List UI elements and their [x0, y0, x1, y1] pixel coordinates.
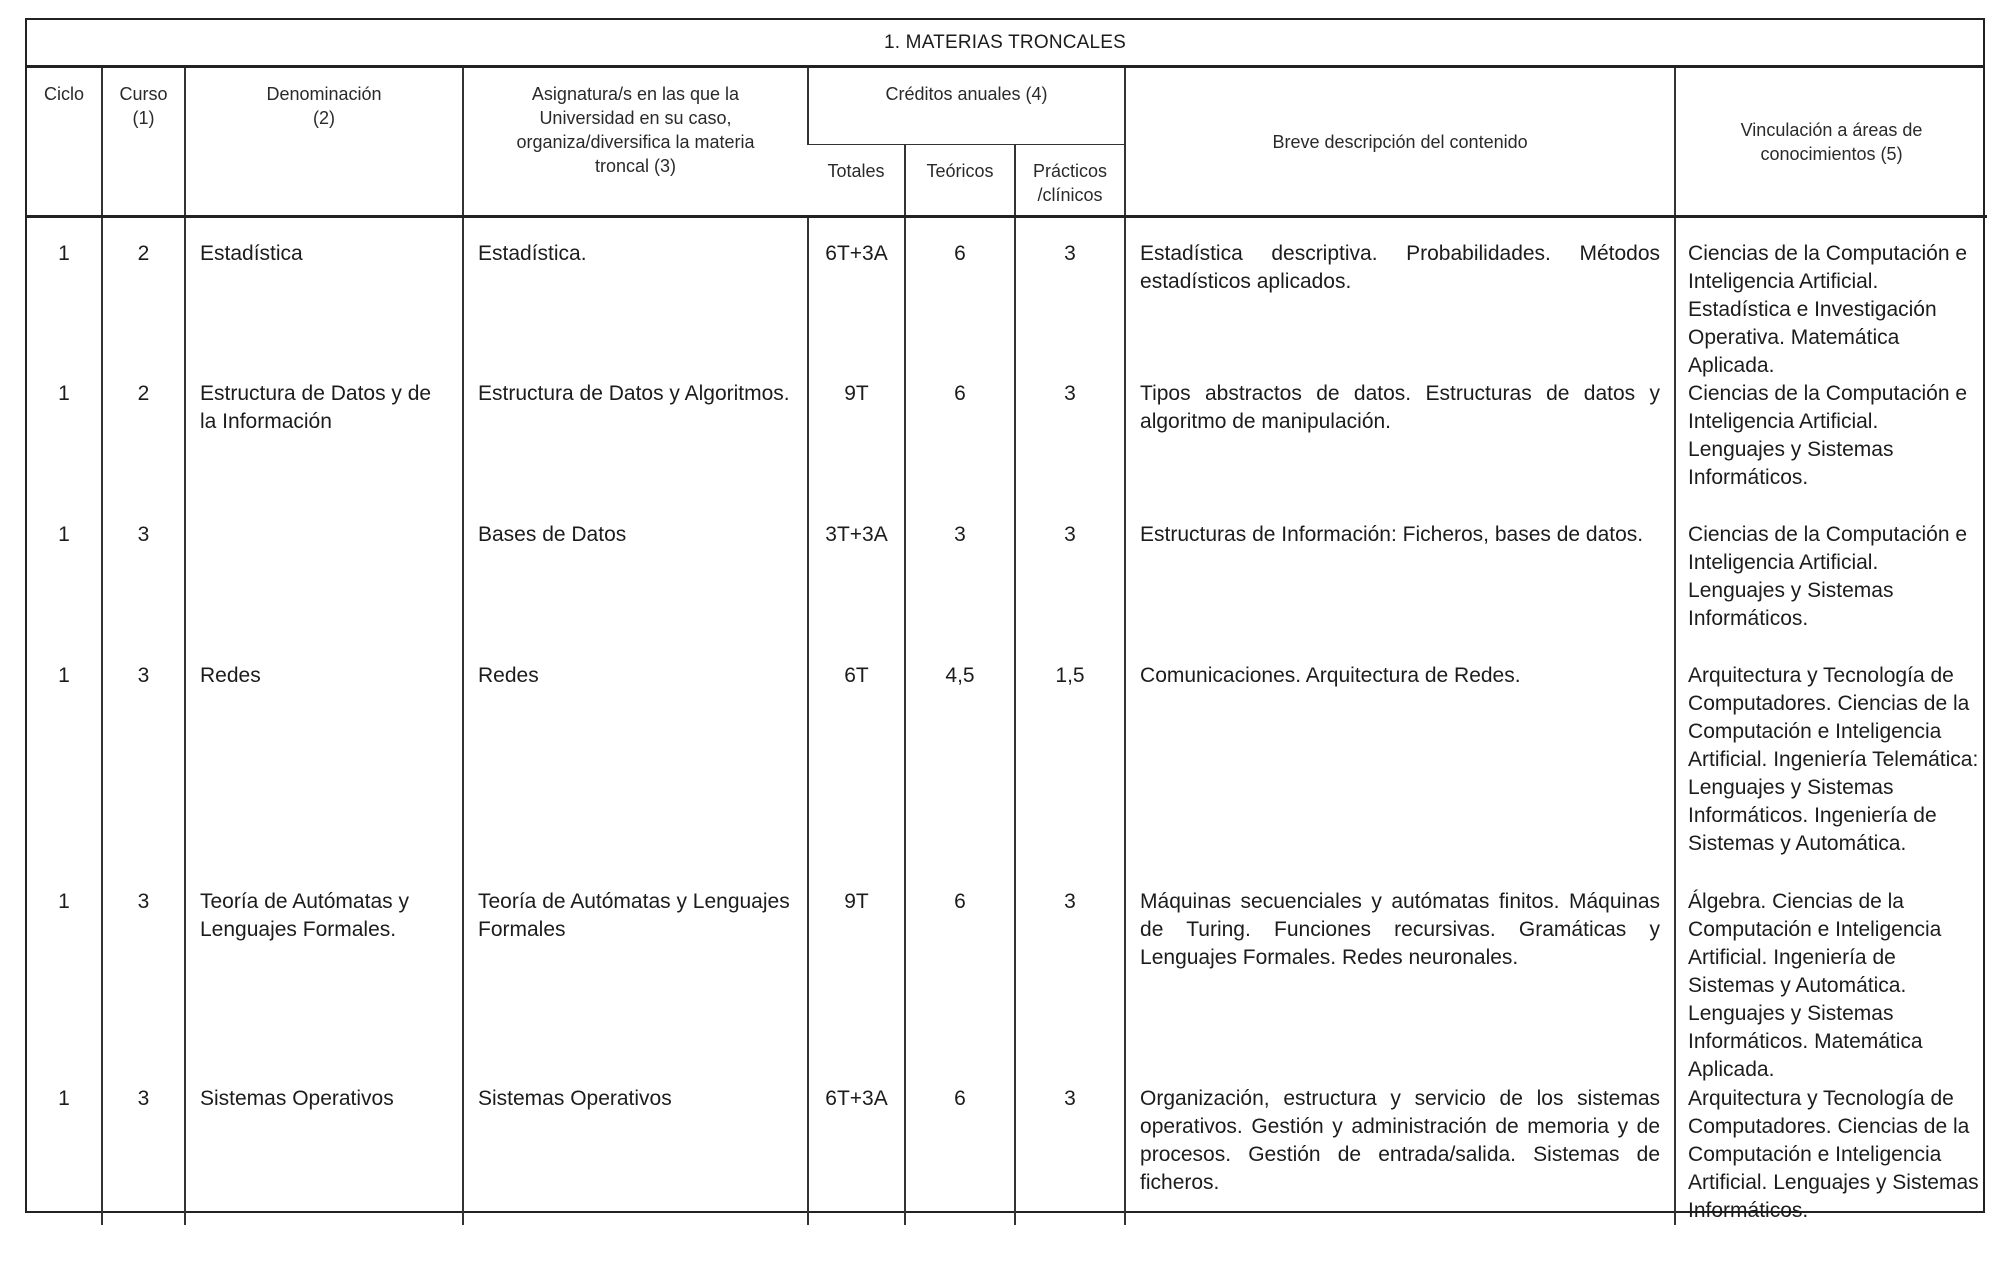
cell-totales: 6T+3A: [808, 1085, 905, 1225]
table-row: [27, 1085, 1987, 1225]
cell-practicos: 1,5: [1015, 662, 1125, 888]
cell-vinculacion: Álgebra. Ciencias de la Computación e Inteligencia Artificial. Ingeniería de Sistemas y Automática. Lenguajes y Sistemas Informáticos. Matemática Aplicada.: [1675, 888, 1987, 1085]
cell-totales: 9T: [808, 380, 905, 521]
cell-curso: 3: [102, 888, 185, 1085]
cell-practicos: 3: [1015, 1085, 1125, 1225]
cell-descripcion: Organización, estructura y servicio de los sistemas operativos. Gestión y administración de memoria y de procesos. Gestión de entrada/salida. Sistemas de ficheros.: [1125, 1085, 1675, 1225]
cell-teoricos: 3: [905, 521, 1015, 662]
cell-practicos: 3: [1015, 217, 1125, 381]
table-row: [27, 888, 1987, 1085]
header-totales: Totales: [808, 145, 905, 217]
header-vinculacion: Vinculación a áreas de conocimientos (5): [1675, 68, 1987, 217]
cell-curso: 2: [102, 217, 185, 381]
header-denominacion: Denominación (2): [185, 68, 463, 217]
cell-descripcion: Estadística descriptiva. Probabilidades. Métodos estadísticos aplicados.: [1125, 217, 1675, 381]
cell-vinculacion: Arquitectura y Tecnología de Computadores. Ciencias de la Computación e Inteligencia Artificial. Lenguajes y Sistemas Informáticos.: [1675, 1085, 1987, 1225]
cell-denominacion: Estadística: [185, 217, 463, 381]
cell-asignatura: Teoría de Autómatas y Lenguajes Formales: [463, 888, 808, 1085]
cell-vinculacion: Ciencias de la Computación e Inteligencia Artificial. Lenguajes y Sistemas Informáticos.: [1675, 521, 1987, 662]
cell-practicos: 3: [1015, 521, 1125, 662]
cell-practicos: 3: [1015, 380, 1125, 521]
cell-vinculacion: Ciencias de la Computación e Inteligencia Artificial. Lenguajes y Sistemas Informáticos.: [1675, 380, 1987, 521]
cell-ciclo: 1: [58, 382, 70, 405]
header-asignatura: Asignatura/s en las que la Universidad en su caso, organiza/diversifica la materia troncal (3): [463, 68, 808, 217]
table-row: [27, 521, 1987, 662]
cell-asignatura: Redes: [463, 662, 808, 888]
cell-vinculacion: Arquitectura y Tecnología de Computadores. Ciencias de la Computación e Inteligencia Artificial. Ingeniería Telemática: Lenguajes y Sistemas Informáticos. Ingeniería de Sistemas y Automática.: [1675, 662, 1987, 888]
cell-teoricos: 4,5: [905, 662, 1015, 888]
cell-denominacion: Redes: [185, 662, 463, 888]
header-creditos-anuales: Créditos anuales (4): [808, 68, 1125, 145]
cell-denominacion: Estructura de Datos y de la Información: [185, 380, 463, 521]
materias-troncales-table: [25, 18, 1985, 1222]
table-row: [27, 217, 1987, 381]
cell-descripcion: Estructuras de Información: Ficheros, bases de datos.: [1125, 521, 1675, 662]
table-row: [27, 662, 1987, 888]
cell-curso: 3: [102, 1085, 185, 1225]
cell-teoricos: 6: [905, 888, 1015, 1085]
cell-asignatura: Sistemas Operativos: [463, 1085, 808, 1225]
cell-asignatura: Estadística.: [463, 217, 808, 381]
cell-curso: 3: [102, 521, 185, 662]
header-teoricos: Teóricos: [905, 145, 1015, 217]
cell-descripcion: Máquinas secuenciales y autómatas finitos. Máquinas de Turing. Funciones recursivas. Gramáticas y Lenguajes Formales. Redes neuronales.: [1125, 888, 1675, 1085]
cell-ciclo: 1: [58, 523, 70, 546]
cell-curso: 3: [102, 662, 185, 888]
header-curso: Curso (1): [102, 68, 185, 217]
cell-ciclo: 1: [58, 664, 70, 687]
cell-totales: 9T: [808, 888, 905, 1085]
cell-descripcion: Tipos abstractos de datos. Estructuras de datos y algoritmo de manipulación.: [1125, 380, 1675, 521]
cell-teoricos: 6: [905, 380, 1015, 521]
header-descripcion: Breve descripción del contenido: [1125, 68, 1675, 217]
cell-vinculacion: Ciencias de la Computación e Inteligencia Artificial. Estadística e Investigación Operativa. Matemática Aplicada.: [1675, 217, 1987, 381]
cell-totales: 6T+3A: [808, 217, 905, 381]
cell-totales: 6T: [808, 662, 905, 888]
header-ciclo: Ciclo: [27, 68, 102, 217]
cell-descripcion: Comunicaciones. Arquitectura de Redes.: [1125, 662, 1675, 888]
cell-denominacion: [185, 521, 463, 662]
cell-ciclo: 1: [58, 1087, 70, 1110]
cell-teoricos: 6: [905, 1085, 1015, 1225]
cell-practicos: 3: [1015, 888, 1125, 1085]
cell-ciclo: 1: [58, 890, 70, 913]
table-row: [27, 380, 1987, 521]
cell-asignatura: Bases de Datos: [463, 521, 808, 662]
cell-curso: 2: [102, 380, 185, 521]
section-title: 1. MATERIAS TRONCALES: [27, 20, 1983, 68]
cell-ciclo: 1: [58, 242, 70, 265]
cell-denominacion: Sistemas Operativos: [185, 1085, 463, 1225]
cell-totales: 3T+3A: [808, 521, 905, 662]
header-practicos: Prácticos /clínicos: [1015, 145, 1125, 217]
cell-asignatura: Estructura de Datos y Algoritmos.: [463, 380, 808, 521]
cell-teoricos: 6: [905, 217, 1015, 381]
cell-denominacion: Teoría de Autómatas y Lenguajes Formales.: [185, 888, 463, 1085]
subjects-grid: [27, 68, 1987, 1225]
